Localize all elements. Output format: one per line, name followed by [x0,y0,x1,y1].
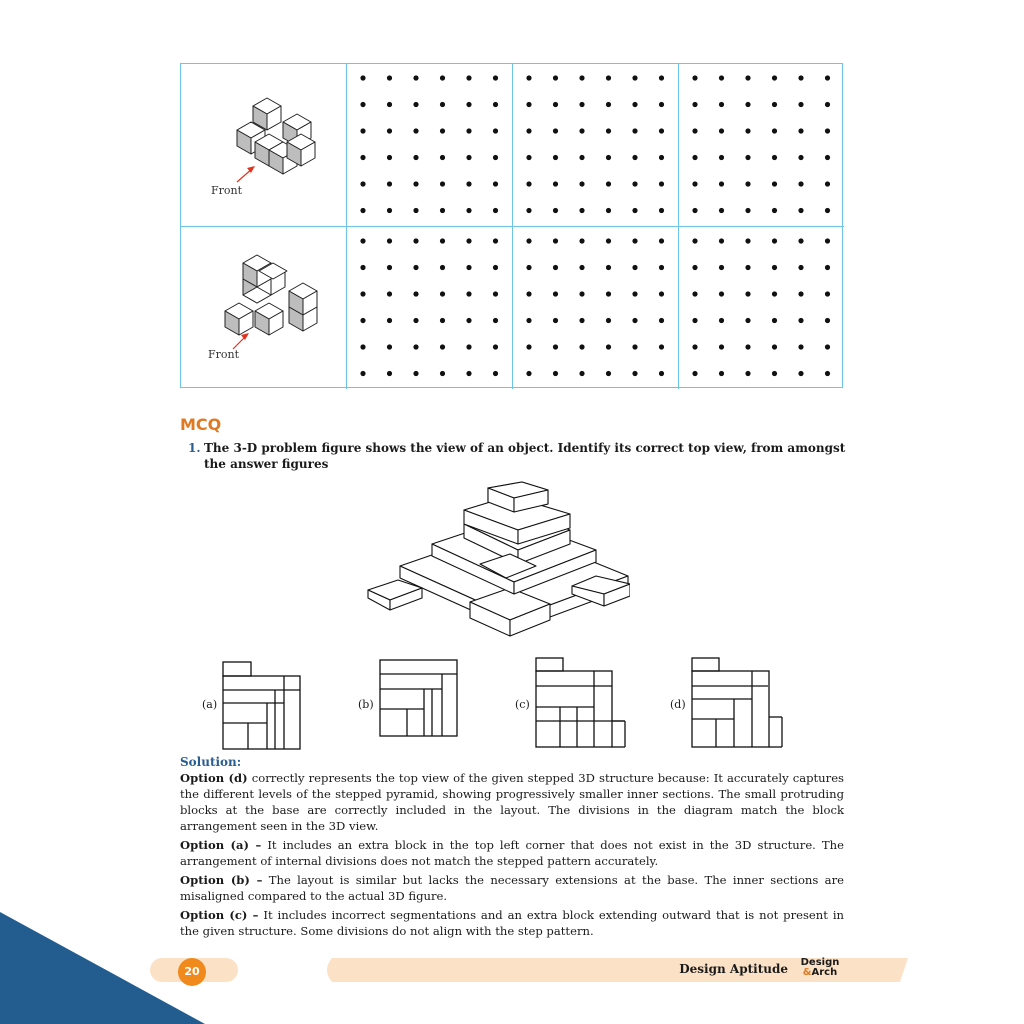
dot-cell-1-4 [679,64,844,227]
grid-dot [659,128,664,133]
grid-dot [632,181,637,186]
grid-dot [440,181,445,186]
option-explanation: It includes an extra block in the top left corner that does not exist in the 3D structure. The arrangement of internal divisions does not match the stepped pattern accurately. [180,838,844,868]
grid-dot [553,371,558,376]
grid-dot [692,344,697,349]
grid-dot [526,265,531,270]
grid-dot [632,102,637,107]
grid-dot [579,318,584,323]
grid-dot [798,128,803,133]
grid-dot [413,371,418,376]
grid-dot [659,208,664,213]
grid-dot [659,238,664,243]
grid-dot [387,371,392,376]
isometric-cube-figure-1 [181,64,341,224]
grid-dot [745,155,750,160]
dot-matrix [355,72,505,222]
grid-dot [526,208,531,213]
grid-dot [413,128,418,133]
option-lead: Option (b) – [180,873,263,887]
grid-dot [632,128,637,133]
grid-dot [360,128,365,133]
grid-dot [579,155,584,160]
grid-dot [825,265,830,270]
grid-dot [745,318,750,323]
grid-dot [659,371,664,376]
grid-dot [606,344,611,349]
question-text: The 3-D problem figure shows the view of an object. Identify its correct top view, from amongst the answer figures [204,441,846,471]
front-arrow-icon [237,166,255,182]
grid-dot [772,75,777,80]
grid-dot [692,155,697,160]
design-arch-logo [797,958,843,978]
grid-dot [659,102,664,107]
grid-dot [798,208,803,213]
grid-dot [606,75,611,80]
grid-dot [413,291,418,296]
grid-dot [526,75,531,80]
grid-dot [772,128,777,133]
grid-dot [553,102,558,107]
grid-dot [745,181,750,186]
dot-matrix [687,235,837,385]
grid-dot [745,102,750,107]
grid-dot [466,75,471,80]
dot-matrix [521,235,671,385]
grid-dot [526,181,531,186]
grid-dot [632,238,637,243]
grid-dot [553,208,558,213]
grid-dot [745,291,750,296]
option-c-label: (c) [515,698,530,711]
grid-dot [692,75,697,80]
grid-dot [466,208,471,213]
grid-dot [413,208,418,213]
grid-dot [387,344,392,349]
option-d-label: (d) [670,698,686,711]
grid-dot [745,265,750,270]
grid-dot [719,128,724,133]
grid-dot [772,208,777,213]
grid-dot [632,318,637,323]
grid-dot [553,181,558,186]
grid-dot [606,291,611,296]
grid-dot [772,181,777,186]
grid-dot [798,291,803,296]
grid-dot [493,291,498,296]
grid-dot [579,238,584,243]
grid-dot [360,238,365,243]
grid-dot [659,265,664,270]
option-lead: Option (a) – [180,838,262,852]
grid-dot [413,265,418,270]
grid-dot [632,265,637,270]
grid-dot [825,318,830,323]
grid-dot [772,102,777,107]
grid-dot [798,181,803,186]
grid-dot [798,344,803,349]
logo-line-1: Design [800,957,840,968]
grid-dot [606,181,611,186]
grid-dot [493,344,498,349]
grid-dot [526,155,531,160]
grid-dot [493,265,498,270]
grid-dot [719,238,724,243]
grid-dot [692,128,697,133]
solution-paragraph [180,837,844,869]
grid-dot [798,102,803,107]
grid-dot [659,291,664,296]
grid-dot [798,75,803,80]
grid-dot [360,102,365,107]
grid-dot [440,291,445,296]
grid-dot [526,291,531,296]
grid-dot [825,238,830,243]
dot-matrix [355,235,505,385]
grid-dot [440,371,445,376]
grid-dot [692,181,697,186]
grid-dot [825,344,830,349]
grid-dot [825,128,830,133]
grid-dot [360,181,365,186]
grid-dot [413,155,418,160]
grid-dot [659,344,664,349]
grid-dot [387,208,392,213]
grid-dot [772,318,777,323]
grid-dot [466,318,471,323]
grid-dot [798,318,803,323]
grid-dot [692,371,697,376]
grid-dot [692,291,697,296]
solution-paragraph [180,907,844,939]
option-a-figure[interactable] [222,661,302,751]
section-title: Design Aptitude [679,962,788,976]
grid-dot [719,102,724,107]
grid-dot [553,344,558,349]
grid-dot [360,291,365,296]
grid-dot [798,371,803,376]
grid-dot [692,265,697,270]
grid-dot [466,291,471,296]
front-label: Front [211,184,243,197]
grid-dot [413,75,418,80]
grid-dot [466,128,471,133]
solution-section [180,754,844,942]
grid-dot [526,371,531,376]
grid-dot [553,291,558,296]
grid-dot [825,208,830,213]
grid-dot [719,181,724,186]
grid-dot [632,371,637,376]
option-c-figure[interactable] [535,657,627,749]
grid-dot [772,371,777,376]
grid-dot [606,265,611,270]
dot-cell-1-2 [347,64,513,227]
grid-dot [772,291,777,296]
grid-dot [692,102,697,107]
grid-dot [493,318,498,323]
grid-dot [798,155,803,160]
grid-dot [413,318,418,323]
grid-dot [387,291,392,296]
grid-dot [360,371,365,376]
grid-dot [466,102,471,107]
grid-dot [579,75,584,80]
grid-dot [772,238,777,243]
grid-dot [413,344,418,349]
grid-dot [719,318,724,323]
grid-dot [440,238,445,243]
front-label: Front [208,348,240,361]
grid-dot [606,102,611,107]
grid-dot [466,371,471,376]
option-d-figure[interactable] [691,657,785,749]
grid-dot [493,238,498,243]
grid-dot [526,318,531,323]
page-number: 20 [178,958,206,986]
grid-dot [659,318,664,323]
grid-dot [553,238,558,243]
grid-dot [387,265,392,270]
dot-matrix [687,72,837,222]
grid-dot [632,75,637,80]
grid-dot [719,208,724,213]
grid-dot [387,75,392,80]
grid-dot [553,128,558,133]
grid-dot [440,318,445,323]
grid-dot [632,208,637,213]
grid-dot [440,128,445,133]
grid-dot [579,181,584,186]
grid-dot [579,128,584,133]
grid-dot [719,265,724,270]
grid-dot [772,155,777,160]
grid-dot [440,265,445,270]
option-explanation: It includes incorrect segmentations and an extra block extending outward that is not present in the given structure. Some divisions do not align with the step pattern. [180,908,844,938]
grid-dot [387,155,392,160]
grid-dot [493,155,498,160]
grid-dot [360,208,365,213]
grid-dot [692,208,697,213]
option-b-figure[interactable] [379,659,459,739]
grid-dot [526,128,531,133]
dot-cell-1-3 [513,64,679,227]
question-number: 1. [188,441,201,455]
grid-dot [440,155,445,160]
grid-dot [440,75,445,80]
grid-dot [360,344,365,349]
grid-dot [526,102,531,107]
grid-dot [825,181,830,186]
grid-dot [493,181,498,186]
logo-ampersand: & [802,967,812,978]
option-lead: Option (d) [180,771,248,785]
grid-dot [659,181,664,186]
grid-dot [579,102,584,107]
grid-dot [466,181,471,186]
dot-cell-2-4 [679,227,844,389]
mcq-heading: MCQ [180,415,222,434]
solution-heading: Solution: [180,755,242,769]
grid-dot [579,344,584,349]
grid-dot [719,155,724,160]
grid-dot [606,371,611,376]
grid-dot [413,102,418,107]
stepped-pyramid-figure [360,478,630,653]
grid-dot [825,155,830,160]
grid-dot [719,291,724,296]
grid-dot [440,208,445,213]
grid-dot [719,75,724,80]
grid-dot [719,371,724,376]
dot-grid-table [180,63,843,388]
grid-dot [632,344,637,349]
grid-dot [606,155,611,160]
grid-dot [553,155,558,160]
grid-dot [553,265,558,270]
grid-dot [493,102,498,107]
grid-dot [798,238,803,243]
grid-dot [387,181,392,186]
grid-dot [632,291,637,296]
option-explanation: correctly represents the top view of the given stepped 3D structure because: It accurately captures the different levels of the stepped pyramid, showing progressively smaller inner sections. The small protruding blocks at the base are correctly included in the layout. The divisions in the diagram match the block arrangement seen in the 3D view. [180,771,844,833]
grid-dot [360,318,365,323]
grid-dot [440,344,445,349]
solution-paragraph [180,872,844,904]
grid-dot [387,238,392,243]
grid-dot [692,318,697,323]
grid-dot [466,344,471,349]
solution-paragraph [180,770,844,834]
grid-dot [745,344,750,349]
grid-dot [579,371,584,376]
grid-dot [772,344,777,349]
grid-dot [553,75,558,80]
grid-dot [413,238,418,243]
grid-dot [579,265,584,270]
grid-dot [553,318,558,323]
option-lead: Option (c) – [180,908,259,922]
grid-dot [360,75,365,80]
grid-dot [493,75,498,80]
grid-dot [440,102,445,107]
grid-dot [493,371,498,376]
grid-dot [825,102,830,107]
isometric-cube-figure-2 [181,227,341,387]
grid-dot [579,291,584,296]
grid-dot [659,75,664,80]
figure-cell-1 [181,64,347,227]
grid-dot [745,75,750,80]
grid-dot [413,181,418,186]
figure-cell-2 [181,227,347,389]
option-b-label: (b) [358,698,374,711]
grid-dot [825,75,830,80]
dot-matrix [521,72,671,222]
dot-cell-2-3 [513,227,679,389]
grid-dot [387,318,392,323]
grid-dot [466,155,471,160]
grid-dot [772,265,777,270]
grid-dot [579,208,584,213]
grid-dot [387,128,392,133]
grid-dot [387,102,392,107]
grid-dot [719,344,724,349]
grid-dot [526,238,531,243]
grid-dot [526,344,531,349]
grid-dot [466,265,471,270]
grid-dot [606,318,611,323]
grid-dot [745,208,750,213]
grid-dot [692,238,697,243]
grid-dot [360,265,365,270]
front-arrow-icon [233,333,249,349]
grid-dot [493,208,498,213]
grid-dot [659,155,664,160]
grid-dot [745,371,750,376]
grid-dot [493,128,498,133]
option-a-label: (a) [202,698,218,711]
grid-dot [466,238,471,243]
grid-dot [825,291,830,296]
grid-dot [360,155,365,160]
dot-cell-2-2 [347,227,513,389]
grid-dot [632,155,637,160]
grid-dot [606,208,611,213]
logo-line-2: Arch [811,967,838,978]
grid-dot [745,128,750,133]
grid-dot [606,238,611,243]
grid-dot [606,128,611,133]
grid-dot [798,265,803,270]
grid-dot [745,238,750,243]
option-explanation: The layout is similar but lacks the necessary extensions at the base. The inner sections are misaligned compared to the actual 3D figure. [180,873,844,903]
grid-dot [825,371,830,376]
